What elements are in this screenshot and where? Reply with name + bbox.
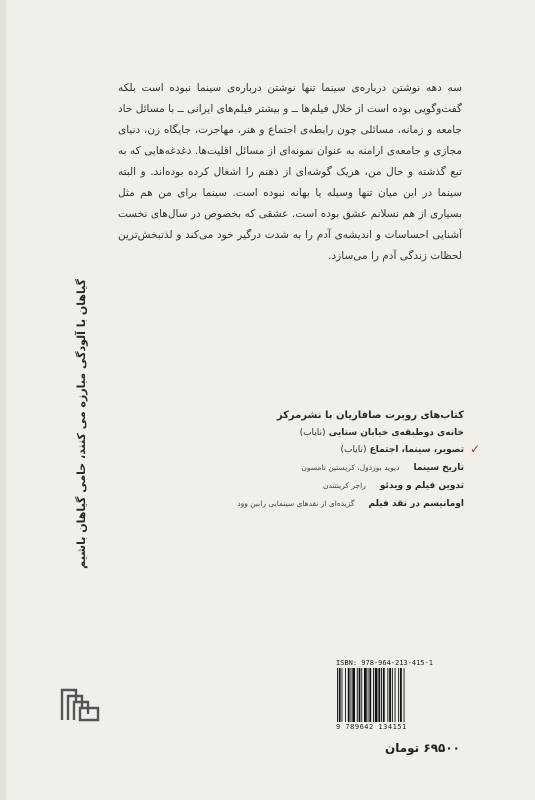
vertical-motto <box>70 272 92 576</box>
intro-paragraph: سه دهه نوشتن درباره‌ی سینما تنها نوشتن درباره‌ی سینما نبوده است بلکه گفت‌وگویی بوده است از خلال فیلم‌ها ــ و بیشتر فیلم‌های ایرانی ــ با مسائل حاد جامعه و زمانه، مسائلی چون رابطه‌ی اجتماع و هنر، مهاجرت، جایگاه زن، دنیای مجازی و جامعه‌ی ارامنه به عنوان نمونه‌ای از مسائل اقلیت‌ها. دغدغه‌هایی که به تبع گذشته و حال من، هریک گوشه‌ای از ذهنم را اشغال کرده بوده‌اند. و البته سینما در این میان تنها وسیله یا بهانه نبوده است. سینما برای من هم مثل بسیاری از هم نسلانم عشق بوده است. عشقی که بخصوص در سال‌های نخست آشنایی احساسات و اندیشه‌ی آدم را به شدت درگیر خود می‌کند و لذتبخش‌ترین لحظات زندگی آدم را می‌سازد. <box>117 82 462 262</box>
book-author: گزیده‌ای از نقدهای سینمایی راببن وود <box>237 499 355 508</box>
isbn-barcode <box>336 658 458 732</box>
books-list <box>232 407 480 513</box>
book-title: تدوین فیلم و ویدئو <box>379 481 464 491</box>
vertical-motto-text: گیاهان با آلودگی مبارزه می کنند، حامی گیاهان باشیم <box>74 279 88 569</box>
book-status: (نایاب) <box>340 445 367 455</box>
checkmark-icon: ✓ <box>469 442 480 456</box>
book-item <box>232 477 464 495</box>
book-title: اومانیسم در نقد فیلم <box>368 499 464 509</box>
book-title: تاریخ سینما <box>413 463 464 473</box>
book-title: خانه‌ی دوطبقه‌ی خیابان سنایی (نایاب) <box>299 428 464 438</box>
price: ۶۹۵۰۰ تومان <box>384 741 460 755</box>
book-item <box>232 459 464 477</box>
book-item <box>232 442 480 459</box>
publisher-logo-icon <box>60 688 100 722</box>
book-status: (نایاب) <box>299 428 326 438</box>
barcode-icon <box>336 668 458 722</box>
barcode-digits: 9 789642 134151 <box>336 723 407 731</box>
book-item <box>232 495 464 513</box>
book-author: دیوید بوردول، کریستین تامسون <box>301 463 400 472</box>
book-title: تصویر، سینما، اجتماع (نایاب) <box>340 445 464 455</box>
book-item <box>232 425 464 442</box>
books-heading: کتاب‌های روبرت صافاریان با نشرمرکز <box>276 410 464 421</box>
book-author: راجر کرینتندن <box>322 481 366 490</box>
isbn-number: ISBN: 978-964-213-415-1 <box>336 659 433 667</box>
page-edge <box>0 0 6 800</box>
